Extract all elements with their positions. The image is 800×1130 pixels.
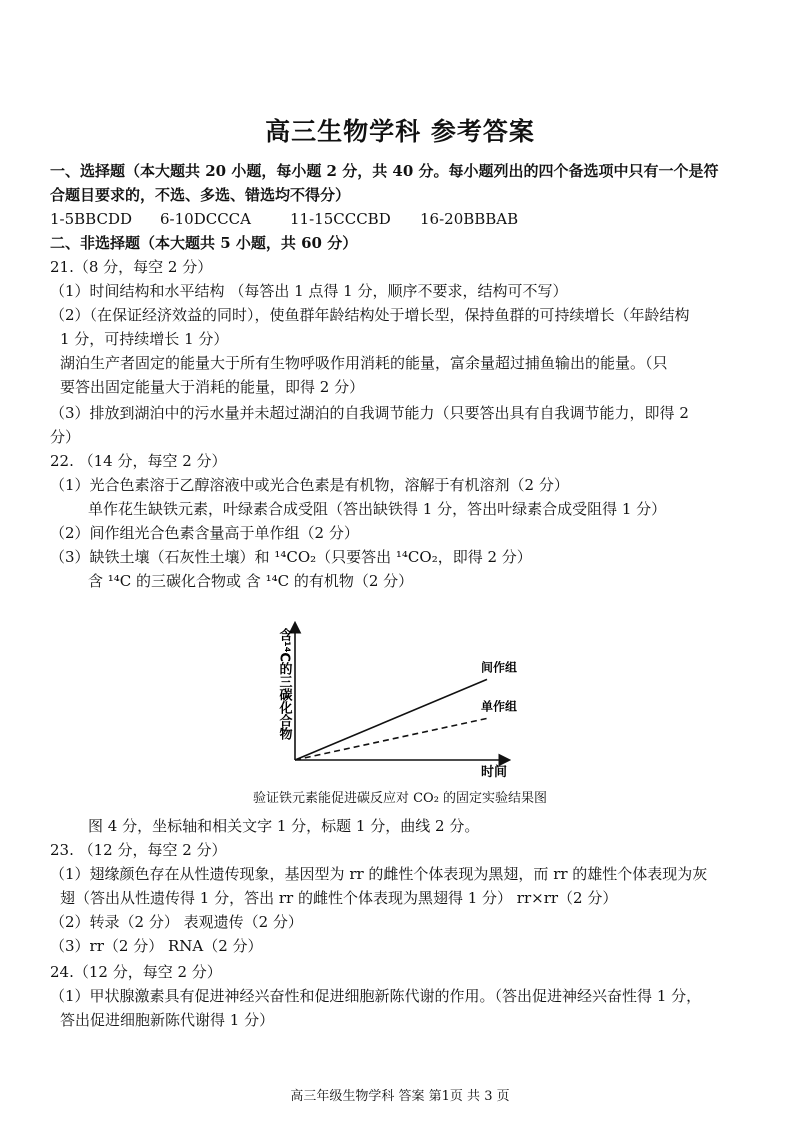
series-line-0 bbox=[295, 679, 487, 760]
answer-1-5: 1-5BBCDD bbox=[50, 210, 133, 228]
series-label-0: 间作组 bbox=[481, 660, 518, 675]
q21-answer-3-line1: （3）排放到湖泊中的污水量并未超过湖泊的自我调节能力（只要答出具有自我调节能力，即得 2 bbox=[50, 404, 689, 422]
q22-answer-3-line2: 含 ¹⁴C 的三碳化合物或 含 ¹⁴C 的有机物（2 分） bbox=[88, 572, 414, 590]
page-footer: 高三年级生物学科 答案 第1页 共 3 页 bbox=[290, 1089, 510, 1104]
answer-6-10: 6-10DCCCA bbox=[160, 210, 251, 228]
q23-answer-3: （3）rr（2 分） RNA（2 分） bbox=[50, 937, 263, 955]
q21-answer-3-line2: 分） bbox=[50, 428, 81, 446]
section1-heading-line1: 一、选择题（本大题共 20 小题，每小题 2 分，共 40 分。每小题列出的四个备选项中只有一个是符 bbox=[50, 162, 719, 180]
q22-answer-1-line1: （1）光合色素溶于乙醇溶液中或光合色素是有机物，溶解于有机溶剂（2 分） bbox=[50, 476, 569, 494]
figure-caption: 验证铁元素能促进碳反应对 CO₂ 的固定实验结果图 bbox=[252, 791, 548, 806]
q22-header: 22. （14 分，每空 2 分） bbox=[50, 452, 227, 470]
q21-header: 21.（8 分，每空 2 分） bbox=[50, 258, 213, 276]
q24-header: 24.（12 分，每空 2 分） bbox=[50, 963, 222, 981]
q24-answer-1-line2: 答出促进细胞新陈代谢得 1 分） bbox=[60, 1011, 275, 1029]
y-axis-label: 含¹⁴C的三碳化合物 bbox=[276, 628, 292, 740]
q22-answer-2: （2）间作组光合色素含量高于单作组（2 分） bbox=[50, 524, 359, 542]
q23-answer-2: （2）转录（2 分） 表观遗传（2 分） bbox=[50, 913, 303, 931]
q21-answer-2-line4: 要答出固定能量大于消耗的能量，即得 2 分） bbox=[60, 378, 365, 396]
section1-heading-line2: 合题目要求的，不选、多选、错选均不得分） bbox=[50, 186, 351, 204]
q21-answer-1: （1）时间结构和水平结构 （每答出 1 点得 1 分，顺序不要求，结构可不写） bbox=[50, 282, 568, 300]
scoring-note: 图 4 分，坐标轴和相关文字 1 分，标题 1 分，曲线 2 分。 bbox=[88, 817, 480, 835]
section2-heading: 二、非选择题（本大题共 5 小题，共 60 分） bbox=[50, 234, 358, 252]
q21-answer-2-line3: 湖泊生产者固定的能量大于所有生物呼吸作用消耗的能量，富余量超过捕鱼输出的能量。（只 bbox=[60, 354, 668, 372]
q21-answer-2-line1: （2）（在保证经济效益的同时），使鱼群年龄结构处于增长型，保持鱼群的可持续增长（年龄结构 bbox=[50, 306, 690, 324]
series-label-1: 单作组 bbox=[481, 699, 518, 714]
series-line-1 bbox=[295, 718, 487, 760]
x-axis-label: 时间 bbox=[481, 765, 508, 780]
q24-answer-1-line1: （1）甲状腺激素具有促进神经兴奋性和促进细胞新陈代谢的作用。（答出促进神经兴奋性得 1 分， bbox=[50, 987, 702, 1005]
q23-header: 23. （12 分，每空 2 分） bbox=[50, 841, 227, 859]
q22-answer-1-line2: 单作花生缺铁元素，叶绿素合成受阻（答出缺铁得 1 分，答出叶绿素合成受阻得 1 分） bbox=[88, 500, 667, 518]
q21-answer-2-line2: 1 分，可持续增长 1 分） bbox=[60, 330, 229, 348]
choice-answers bbox=[50, 208, 770, 230]
answer-16-20: 16-20BBBAB bbox=[420, 210, 519, 228]
page-title: 高三生物学科 参考答案 bbox=[265, 117, 535, 146]
q23-answer-1-line1: （1）翅缘颜色存在从性遗传现象，基因型为 rr 的雌性个体表现为黑翅，而 rr 的雄性个体表现为灰 bbox=[50, 865, 708, 883]
answer-11-15: 11-15CCCBD bbox=[290, 210, 391, 228]
q23-answer-1-line2: 翅（答出从性遗传得 1 分，答出 rr 的雌性个体表现为黑翅得 1 分） rr×rr（2 分） bbox=[60, 889, 618, 907]
q22-answer-3-line1: （3）缺铁土壤（石灰性土壤）和 ¹⁴CO₂（只要答出 ¹⁴CO₂，即得 2 分） bbox=[50, 548, 532, 566]
